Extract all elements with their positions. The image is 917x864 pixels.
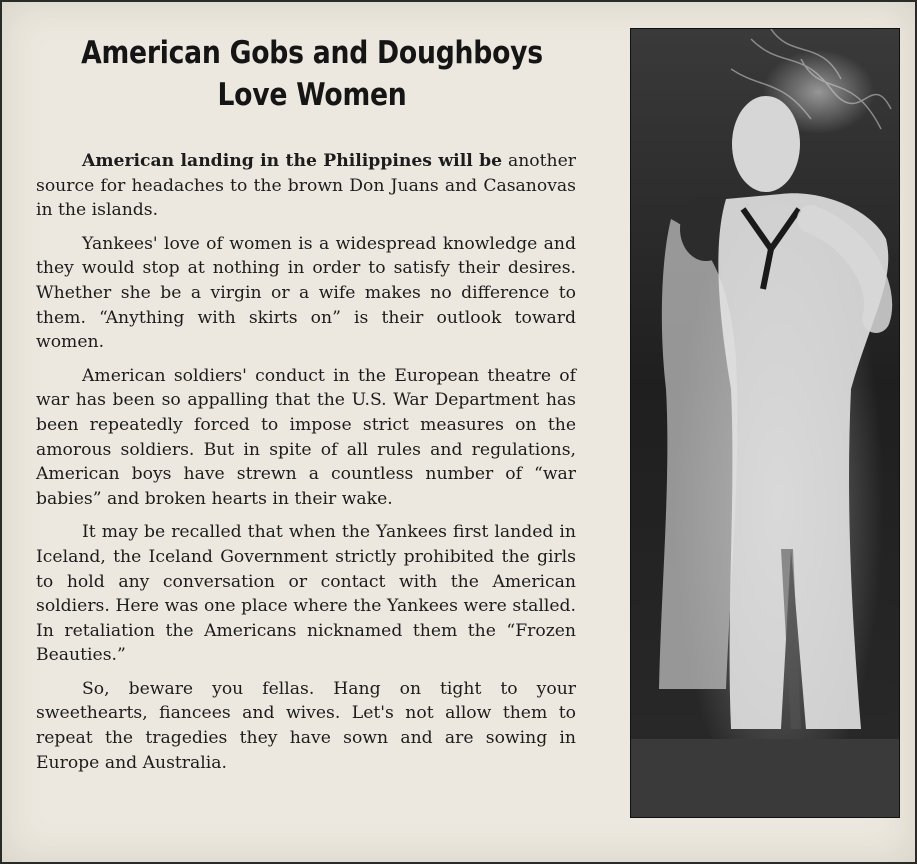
headline <box>71 32 553 116</box>
paragraph-4: It may be recalled that when the Yankees first landed in Iceland, the Iceland Government strictly prohibited the girls to hold any conversation or contact with the American soldiers. Here was one place where the Yankees were stalled. In retaliation the Americans nicknamed them the “Frozen Beauties.” <box>36 522 576 666</box>
article-body <box>36 149 576 784</box>
paragraph-1 <box>36 149 576 223</box>
paragraph-2: Yankees' love of women is a widespread knowledge and they would stop at nothing in order to satisfy their desires. Whether she be a virgin or a wife makes no difference to them. “Anything with skirts on” is their outlook toward women. <box>36 233 576 353</box>
newspaper-clipping <box>2 2 915 862</box>
headline-line-1: American Gobs and Doughboys <box>81 35 543 71</box>
photo-illustration <box>631 29 899 817</box>
photo-sailor-dancing <box>630 28 900 818</box>
lead-phrase: American landing in the Philippines will be <box>82 151 503 171</box>
paragraph-1-rest: another source for headaches to the brown Don Juans and Casanovas in the islands. <box>36 151 576 221</box>
headline-line-2: Love Women <box>217 77 407 113</box>
paragraph-5: So, beware you fellas. Hang on tight to your sweethearts, fiancees and wives. Let's not allow them to repeat the tragedies they have sown and are sowing in Europe and Australia. <box>36 678 576 773</box>
paragraph-3: American soldiers' conduct in the European theatre of war has been so appalling that the U.S. War Department has been repeatedly forced to impose strict measures on the amorous soldiers. But in spite of all rules and regulations, American boys have strewn a countless number of “war babies” and broken hearts in their wake. <box>36 365 576 509</box>
